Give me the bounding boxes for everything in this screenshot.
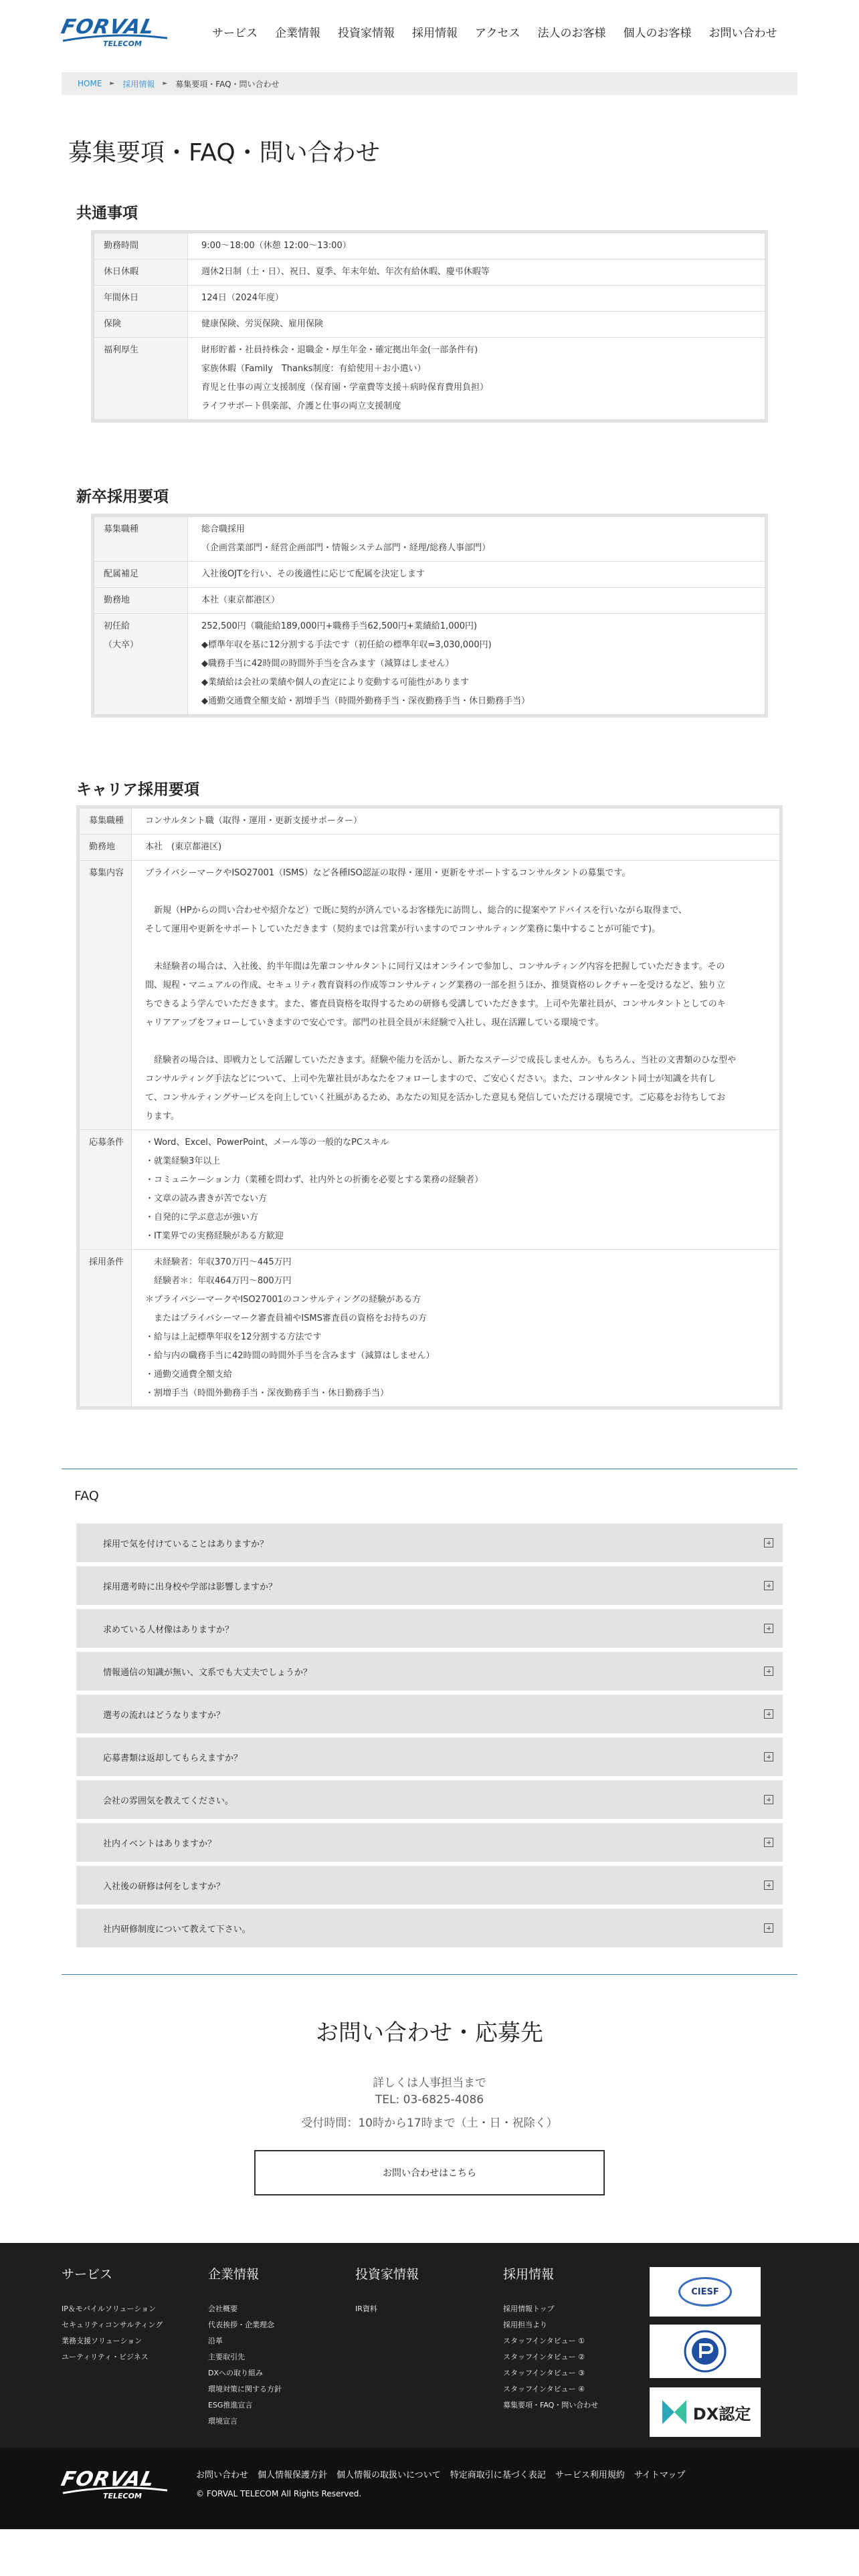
table-row (94, 312, 765, 338)
row-label: 勤務地 (94, 588, 188, 614)
copyright: © FORVAL TELECOM All Rights Reserved. (196, 2489, 362, 2498)
row-value-line (145, 883, 779, 901)
logo-text: FORVAL (59, 15, 157, 39)
table-row (94, 286, 765, 312)
career-table-grid (79, 808, 780, 1407)
footer-link[interactable]: 採用担当より (503, 2321, 547, 2329)
dx-certified-label: DX認定 (692, 2404, 751, 2424)
row-value-line: 財形貯蓄・社員持株会・退職金・厚生年金・確定拠出年金(一部条件有) (201, 345, 478, 355)
faq-title: FAQ (74, 1489, 99, 1503)
footer-bottom-link[interactable]: お問い合わせ (196, 2470, 249, 2480)
row-value-line: 未経験者の場合は、入社後、約半年間は先輩コンサルタントに同行又はオンラインで参加し、コンサルティング内容を把握していただきます。その (145, 962, 725, 972)
row-value (132, 835, 780, 861)
breadcrumb (62, 72, 797, 95)
faq-item[interactable] (76, 1823, 783, 1862)
row-value-line: ・IT業界での実務経験がある方歓迎 (145, 1231, 284, 1241)
row-value-line: 家族休暇（Family Thanks制度：有給使用＋お小遣い） (201, 364, 426, 374)
privacy-mark-badge[interactable] (650, 2325, 761, 2378)
contact-title: お問い合わせ・応募先 (316, 2020, 543, 2046)
row-value-line: ・就業経験3年以上 (145, 1156, 221, 1166)
common-table (91, 230, 768, 423)
row-value (132, 861, 780, 1130)
row-value-line: 間、規程・マニュアルの作成、セキュリティ教育資料の作成等コンサルティング業務の一部を担うほか、推奨資格のレクチャーを受けるなど、独り立 (145, 980, 725, 990)
row-label: 初任給 （大卒） (94, 614, 188, 715)
row-label: 勤務地 (80, 835, 132, 861)
faq-item[interactable] (76, 1652, 783, 1691)
table-row (80, 835, 780, 861)
faq-item[interactable] (76, 1523, 783, 1562)
row-value-line: ちできるよう学んでいただきます。また、審査員資格を取得するための研修も受講していただきます。上司や先輩社員が、コンサルタントとしてのキ (145, 999, 726, 1009)
row-value (188, 588, 765, 614)
row-value-line: そして運用や更新をサポートしていただきます（契約までは営業が行いますのでコンサルティング業務に集中することが可能です)。 (145, 924, 661, 934)
footer-link[interactable]: IP＆モバイルソリューション (62, 2304, 157, 2313)
nav-item[interactable]: 法人のお客様 (537, 26, 606, 40)
footer-link[interactable]: DXへの取り組み (208, 2369, 264, 2377)
footer-link[interactable]: セキュリティコンサルティング (62, 2321, 163, 2329)
footer-logo[interactable] (59, 2465, 169, 2502)
row-value-line: 9:00～18:00（休憩 12:00～13:00） (201, 241, 351, 251)
row-label: 配属補足 (94, 562, 188, 588)
row-value-line: 新規（HPからの問い合わせや紹介など）で既に契約が済んでいるお客様先に訪問し、総合的に提案やアドバイスを行いながら取得まで、 (145, 905, 687, 916)
row-value-line: ◆業績給は会社の業績や個人の査定により変動する可能性があります (201, 677, 469, 687)
row-value-line: 健康保険、労災保険、雇用保険 (201, 319, 324, 329)
page-bottom-spacer (0, 2529, 859, 2576)
row-value-line: ャリアアップをフォローしていきますので安心です。部門の社員全員が未経験で入社し、現在活躍している環境です。 (145, 1018, 604, 1028)
table-row (94, 233, 765, 259)
breadcrumb-separator-icon: ► (110, 80, 115, 87)
footer-logo-sub: TELECOM (103, 2492, 142, 2500)
faq-question: 求めている人材像はありますか？ (103, 1624, 234, 1635)
expand-plus-icon[interactable] (764, 1752, 773, 1761)
row-value-line: ります。 (145, 1111, 179, 1121)
faq-question: 社内研修制度について教えて下さい。 (103, 1924, 251, 1935)
page-title: 募集要項・FAQ・問い合わせ (68, 139, 380, 167)
row-value (132, 1130, 780, 1250)
newgrad-table (91, 514, 768, 718)
table-row (94, 614, 765, 715)
faq-question: 採用で気を付けていることはありますか？ (103, 1539, 269, 1549)
faq-item[interactable] (76, 1695, 783, 1733)
footer-link[interactable]: ESG推進宣言 (208, 2401, 253, 2409)
row-value-line: ◆標準年収を基に12分割する手法です（初任給の標準年収=3,030,000円) (201, 640, 492, 650)
footer-column-title[interactable]: 投資家情報 (355, 2267, 419, 2282)
nav-item[interactable]: 企業情報 (275, 26, 320, 40)
row-value-line: コンサルタント職（取得・運用・更新支援サポーター） (145, 816, 362, 826)
faq-item[interactable] (76, 1609, 783, 1648)
footer-column-title[interactable]: 企業情報 (208, 2267, 260, 2282)
nav-item[interactable]: サービス (212, 26, 258, 40)
contact-line-1: 詳しくは人事担当まで (373, 2076, 486, 2090)
row-value-line: 本社（東京都港区） (201, 595, 280, 605)
expand-plus-icon[interactable] (764, 1667, 773, 1676)
site-footer (0, 2243, 859, 2448)
faq-question: 会社の雰囲気を教えてください。 (103, 1796, 234, 1806)
footer-link[interactable]: 沿革 (208, 2337, 223, 2345)
breadcrumb-separator-icon: ► (163, 80, 168, 87)
footer-bottom-link[interactable]: 個人情報保護方針 (258, 2470, 328, 2480)
table-row (94, 562, 765, 588)
logo-sub-text: TELECOM (103, 39, 142, 48)
expand-plus-icon[interactable] (764, 1709, 773, 1719)
footer-link[interactable]: 環境対策に関する方針 (208, 2385, 282, 2393)
footer-link[interactable]: 募集要項・FAQ・問い合わせ (503, 2401, 599, 2409)
footer-link[interactable]: IR資料 (355, 2304, 377, 2313)
row-label: 採用条件 (80, 1250, 132, 1407)
row-label: 募集職種 (94, 517, 188, 562)
breadcrumb-home-link[interactable]: HOME (78, 79, 102, 88)
row-value-line: ・割増手当（時間外勤務手当・深夜勤務手当・休日勤務手当） (145, 1388, 389, 1398)
footer-bottom-link[interactable]: 特定商取引に基づく表記 (450, 2470, 546, 2480)
row-value-line (145, 1033, 779, 1051)
faq-item[interactable] (76, 1566, 783, 1605)
row-value-line: 252,500円（職能給189,000円+職務手当62,500円+業績給1,000円) (201, 621, 478, 631)
dx-certified-badge[interactable] (650, 2387, 761, 2437)
row-value-line: ・給与は上記標準年収を12分割する方法です (145, 1332, 322, 1342)
footer-bottom-link[interactable]: サイトマップ (634, 2470, 686, 2480)
row-value-line: 本社 (東京都港区) (145, 842, 222, 852)
footer-column (355, 2264, 419, 2317)
row-value-line: 総合職採用 (201, 524, 246, 534)
row-label: 勤務時間 (94, 233, 188, 259)
table-row (94, 338, 765, 420)
footer-link[interactable]: 採用情報トップ (503, 2304, 555, 2313)
faq-bottom-divider (62, 1974, 797, 1975)
footer-bottom-link[interactable]: サービス利用規約 (555, 2470, 625, 2480)
row-value-line: ・文章の読み書きが苦でない方 (145, 1194, 268, 1204)
expand-plus-icon[interactable] (764, 1624, 773, 1633)
row-value-line: て、コンサルティングサービスを向上していく社風があるため、あなたの知見を活かした意見も発信していただける環境です。ご応募をお待ちしてお (145, 1093, 726, 1103)
contact-tel: TEL: 03-6825-4086 (375, 2093, 484, 2107)
faq-question: 入社後の研修は何をしますか？ (103, 1881, 225, 1892)
row-value-line: ・給与内の職務手当に42時間の時間外手当を含みます（減算はしません） (145, 1351, 435, 1361)
table-row (80, 861, 780, 1130)
row-value-line: 未経験者：年収370万円～445万円 (145, 1257, 292, 1267)
row-value-line: ライフサポート倶楽部、介護と仕事の両立支援制度 (201, 401, 401, 411)
contact-hours: 受付時間：10時から17時まで（土・日・祝除く） (301, 2117, 558, 2130)
footer-logo-text: FORVAL (59, 2468, 157, 2491)
faq-question: 社内イベントはありますか？ (103, 1838, 217, 1849)
footer-link[interactable]: ユーティリティ・ビジネス (62, 2353, 149, 2361)
ciesf-logo-icon: CIESF (678, 2277, 732, 2306)
row-label: 休日休暇 (94, 259, 188, 286)
row-value (132, 809, 780, 835)
row-value (188, 233, 765, 259)
expand-plus-icon[interactable] (764, 1838, 773, 1847)
footer-link[interactable]: 業務支援ソリューション (62, 2337, 142, 2345)
footer-link[interactable]: 環境宣言 (208, 2417, 237, 2426)
row-value-line: コンサルティング手法などについて、上司や先輩社員があなたをフォローしますので、ご安心ください。また、コンサルタント同士が知識を共有し (145, 1074, 717, 1084)
row-label: 募集職種 (80, 809, 132, 835)
expand-plus-icon[interactable] (764, 1795, 773, 1804)
site-logo[interactable] (59, 13, 169, 50)
footer-column (503, 2264, 598, 2413)
faq-item[interactable] (76, 1866, 783, 1905)
expand-plus-icon[interactable] (764, 1923, 773, 1933)
table-row (94, 517, 765, 562)
row-label: 福利厚生 (94, 338, 188, 420)
table-row (94, 588, 765, 614)
row-value-line: ◆職務手当に42時間の時間外手当を含みます（減算はしません） (201, 659, 454, 669)
row-value (188, 614, 765, 715)
footer-bottom-link[interactable]: 個人情報の取扱いについて (337, 2470, 441, 2480)
career-section-title: キャリア採用要項 (76, 781, 199, 798)
nav-item[interactable]: 投資家情報 (338, 26, 395, 40)
footer-link[interactable]: スタッフインタビュー ① (503, 2337, 585, 2345)
faq-question: 選考の流れはどうなりますか？ (103, 1710, 225, 1721)
main-nav (203, 23, 786, 40)
row-value-line: またはプライバシーマーク審査員補やISMS審査員の資格をお持ちの方 (145, 1313, 427, 1323)
breadcrumb-recruit-link[interactable]: 採用情報 (122, 79, 155, 89)
dx-mark-icon (660, 2397, 689, 2427)
newgrad-section-title: 新卒採用要項 (76, 488, 169, 506)
row-value (188, 286, 765, 312)
footer-link[interactable]: 会社概要 (208, 2304, 237, 2313)
row-value (188, 338, 765, 420)
contact-button[interactable]: お問い合わせはこちら (254, 2150, 605, 2195)
footer-bottom (0, 2448, 859, 2529)
footer-link[interactable]: 代表挨拶・企業理念 (208, 2321, 274, 2329)
faq-question: 採用選考時に出身校や学部は影響しますか？ (103, 1582, 278, 1592)
row-value-line: 経験者＊：年収464万円～800万円 (145, 1276, 292, 1286)
row-value (188, 562, 765, 588)
faq-question: 応募書類は返却してもらえますか？ (103, 1753, 243, 1763)
row-value-line: ・通勤交通費全額支給 (145, 1370, 233, 1380)
expand-plus-icon[interactable] (764, 1881, 773, 1890)
row-label: 応募条件 (80, 1130, 132, 1250)
footer-link[interactable]: スタッフインタビュー ③ (503, 2369, 585, 2377)
row-value-line: （企画営業部門・経営企画部門・情報システム部門・経理/総務人事部門） (201, 543, 491, 553)
row-value (188, 259, 765, 286)
row-value-line: ・自発的に学ぶ意志が強い方 (145, 1212, 259, 1222)
footer-link[interactable]: 主要取引先 (208, 2353, 245, 2361)
common-section-title: 共通事項 (76, 205, 138, 222)
nav-item[interactable]: アクセス (475, 26, 520, 40)
breadcrumb-current: 募集要項・FAQ・問い合わせ (175, 79, 280, 89)
row-value-line: 育児と仕事の両立支援制度（保育園・学童費等支援＋病時保育費用負担） (201, 383, 489, 393)
row-value-line: プライバシーマークやISO27001（ISMS）など各種ISO認証の取得・運用・更新をサポートするコンサルタントの募集です。 (145, 868, 631, 878)
newgrad-table-grid (94, 516, 765, 715)
nav-item[interactable]: お問い合わせ (708, 26, 777, 40)
privacy-mark-icon (682, 2328, 729, 2375)
table-row (94, 259, 765, 286)
common-table-grid (94, 233, 765, 420)
row-value-line (145, 939, 779, 958)
row-value-line: 入社後OJTを行い、その後適性に応じて配属を決定します (201, 569, 425, 579)
footer-column-title[interactable]: 採用情報 (503, 2267, 555, 2282)
table-row (80, 809, 780, 835)
footer-column (62, 2264, 163, 2365)
row-value-line: ＊プライバシーマークやISO27001のコンサルティングの経験がある方 (145, 1295, 421, 1305)
row-value-line: ・Word、Excel、PowerPoint、メール等の一般的なPCスキル (145, 1138, 389, 1148)
footer-link[interactable]: スタッフインタビュー ② (503, 2353, 585, 2361)
ciesf-badge[interactable] (650, 2267, 761, 2317)
row-value-line: 週休2日制（土・日）、祝日、夏季、年末年始、年次有給休暇、慶弔休暇等 (201, 267, 490, 277)
faq-item[interactable] (76, 1909, 783, 1947)
row-label: 保険 (94, 312, 188, 338)
site-header (0, 0, 859, 63)
row-value-line: 124日（2024年度） (201, 293, 284, 303)
row-value-line: 経験者の場合は、即戦力として活躍していただきます。経験や能力を活かし、新たなステージで成長しませんか。もちろん、当社の文書類のひな型や (145, 1055, 737, 1065)
row-value (188, 517, 765, 562)
faq-question: 情報通信の知識が無い、文系でも大丈夫でしょうか？ (103, 1667, 312, 1678)
faq-item[interactable] (76, 1737, 783, 1776)
row-label: 年間休日 (94, 286, 188, 312)
row-value (188, 312, 765, 338)
row-value-line: ◆通勤交通費全額支給・割増手当（時間外勤務手当・深夜勤務手当・休日勤務手当） (201, 696, 530, 706)
footer-link[interactable]: スタッフインタビュー ④ (503, 2385, 585, 2393)
expand-plus-icon[interactable] (764, 1581, 773, 1590)
nav-item[interactable]: 個人のお客様 (623, 26, 692, 40)
footer-column (208, 2264, 282, 2430)
faq-item[interactable] (76, 1780, 783, 1819)
career-table (76, 805, 783, 1410)
row-label: 募集内容 (80, 861, 132, 1130)
footer-links (196, 2468, 685, 2480)
table-row (80, 1130, 780, 1250)
footer-column-title[interactable]: サービス (62, 2267, 113, 2282)
row-value-line: ・コミュニケーション力（業種を問わず、社内外との折衝を必要とする業務の経験者） (145, 1175, 484, 1185)
row-value (132, 1250, 780, 1407)
expand-plus-icon[interactable] (764, 1538, 773, 1547)
table-row (80, 1250, 780, 1407)
nav-item[interactable]: 採用情報 (412, 26, 458, 40)
